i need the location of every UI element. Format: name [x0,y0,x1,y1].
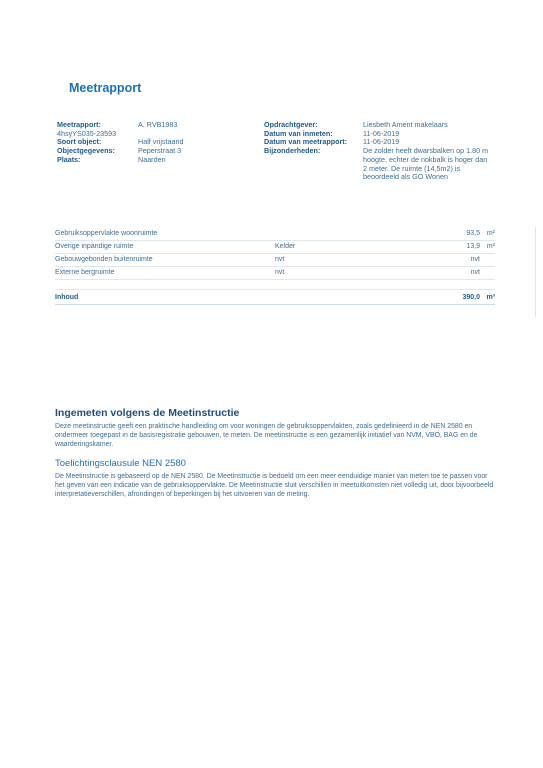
table-row [55,266,495,280]
label-objectgegevens: Objectgegevens: [57,146,115,156]
label-bijzonderheden: Bijzonderheden: [264,146,321,156]
row-unit: m² [486,243,495,250]
row-value: 93,5 [466,230,480,237]
value-meetrapport: A. RVB1983 [138,120,178,129]
total-unit: m³ [486,294,495,301]
info-right-labels [264,121,364,156]
section-text-toelichting: De Meetinstructie is gebaseerd op de NEN 2580. De Meetinstructie is bedoeld om een meer eenduidige manier van meten toe te passen voor het geven van een indicatie van de gebruiksoppervlakte. De Meetinstructie sluit verschillen in meetuitkomsten niet volledig uit, door bijvoorbeeld interpretatieverschillen, afrondingen of beperkingen bij het uitvoeren van de meting. [55,473,494,499]
value-soort-object: Half vrijstaand [138,137,184,147]
label-plaats: Plaats: [57,154,81,164]
row-note: nvt [275,256,285,263]
table-row [55,253,495,267]
table-row [55,240,495,254]
label-opdrachtgever: Opdrachtgever: [264,120,318,129]
info-left-labels [57,121,137,165]
table-total-row [55,291,495,305]
total-value: 390,0 [462,294,480,301]
row-name: Gebouwgebonden buitenruimte [55,256,153,263]
table-row-spacer [55,279,495,290]
row-name: Overige inpandige ruimte [55,243,134,250]
info-right-values [363,121,493,182]
total-name: Inhoud [55,294,79,301]
row-value: nvt [470,256,480,263]
table-column-divider [535,227,536,317]
value-objectgegevens: Peperstraat 3 [138,146,182,156]
row-value: nvt [470,269,480,276]
row-note: nvt [275,269,285,276]
row-unit: m² [486,230,495,237]
info-left-values [138,121,248,165]
row-name: Gebruiksoppervlakte woonruimte [55,230,158,237]
label-meetrapport: Meetrapport: [57,120,101,129]
section-text-meetinstructie: Deze meetinstructie geeft een praktische handleiding om voor woningen de gebruiksoppervlakten, zoals gedefinieerd in de NEN 2580 en ondermeer toegepast in de basisregistratie gebouwen, te meten. De meetinstructie is een gezamenlijk initiatief van NVM, VBO, BAG en de waarderingskamer. [55,423,478,449]
value-opdrachtgever: Liesbeth Ament makelaars [363,120,448,129]
label-datum-inmeten: Datum van inmeten: [264,128,333,138]
page-title: Meetrapport [69,81,142,95]
value-plaats: Naarden [138,154,166,164]
label-datum-meetrapport: Datum van meetrapport: [264,137,348,147]
row-value: 13,9 [466,243,480,250]
value-bijzonderheden: De zolder heeft dwarsbalken op 1.80 m hoogte, echter de nokbalk is hoger dan 2 meter. De ruimte (14,5m2) is beoordeeld als GO Wonen [363,146,489,182]
report-id: 4hsyYS035-23593 [57,128,117,138]
row-name: Externe bergruimte [55,269,115,276]
table-row [55,227,495,241]
label-soort-object: Soort object: [57,137,102,147]
row-note: Kelder [275,243,296,250]
area-table [55,227,495,317]
section-heading-meetinstructie: Ingemeten volgens de Meetinstructie [55,407,240,419]
section-heading-toelichting: Toelichtingsclausule NEN 2580 [55,458,186,469]
value-datum-inmeten: 11-06-2019 [363,128,400,138]
value-datum-meetrapport: 11-06-2019 [363,137,400,147]
